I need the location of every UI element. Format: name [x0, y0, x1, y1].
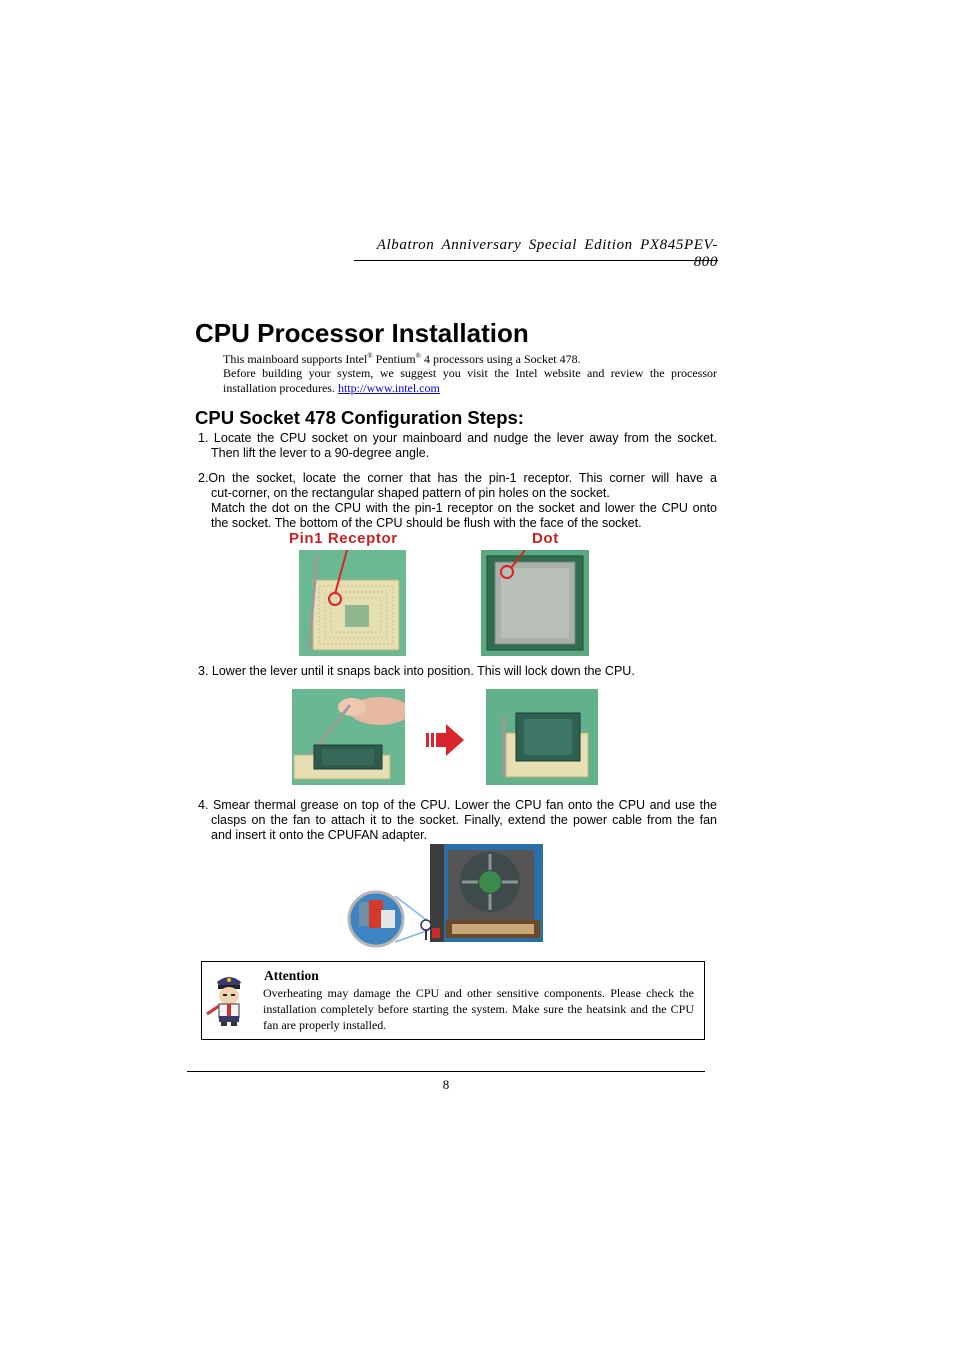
section-title: CPU Socket 478 Configuration Steps: [195, 407, 524, 428]
step-2-line-d: the socket. The bottom of the CPU should be flush with the face of the socket. [211, 516, 642, 530]
step-3: 3. Lower the lever until it snaps back into position. This will lock down the CPU. [198, 664, 635, 678]
lever-illustration [292, 689, 405, 785]
intel-website-link[interactable]: http://www.intel.com [337, 381, 440, 395]
step-1 [198, 431, 717, 461]
cpu-locked-photo [486, 689, 598, 785]
running-header: Albatron Anniversary Special Edition PX845PEV-800 [376, 237, 718, 270]
cpu-photo [481, 550, 589, 656]
header-rule [354, 260, 718, 261]
registered-mark: ® [367, 352, 373, 360]
intro-text-d: Before building your system, we suggest you visit the Intel website and review the processor installation procedures. [223, 366, 717, 395]
footer-rule [187, 1071, 705, 1072]
intro-text-c: 4 processors using a Socket 478. [420, 352, 581, 366]
cpu-illustration [481, 550, 589, 656]
step-2-line-a: 2.On the socket, locate the corner that has the pin-1 receptor. This corner will have a [198, 471, 717, 485]
step-2-line-b: cut-corner, on the rectangular shaped pattern of pin holes on the socket. [211, 486, 610, 500]
cpu-locked-illustration [486, 689, 598, 785]
registered-mark: ® [415, 352, 421, 360]
page-number: 8 [442, 1077, 450, 1092]
step-4-line-c: and insert it onto the CPUFAN adapter. [211, 828, 428, 842]
cpu-fan-photo [430, 844, 543, 942]
step-4-line-b: clasps on the fan to attach it to the socket. Finally, extend the power cable from the fan [211, 813, 717, 827]
lever-down-photo [292, 689, 405, 785]
socket-illustration [299, 550, 406, 656]
attention-text: Overheating may damage the CPU and other sensitive components. Please check the installation completely before starting the system. Make sure the heatsink and the CPU fan are properly installed. [263, 986, 694, 1032]
arrow-right-icon [426, 723, 464, 757]
intro-paragraph [223, 366, 717, 396]
cpu-fan-illustration [430, 844, 543, 942]
connector-zoom-illustration [347, 890, 433, 948]
intro-text-a: This mainboard supports Intel [223, 352, 368, 366]
step-2-line-c: Match the dot on the CPU with the pin-1 receptor on the socket and lower the CPU onto [211, 501, 717, 515]
intro-line-1 [223, 349, 717, 367]
guard-mascot-icon [205, 970, 253, 1026]
dot-label: Dot [532, 530, 559, 547]
step-2 [198, 471, 717, 531]
socket-photo [299, 550, 406, 656]
step-4-line-a: 4. Smear thermal grease on top of the CPU. Lower the CPU fan onto the CPU and use the [198, 798, 717, 812]
arrow-shape [426, 723, 464, 757]
step-4 [198, 798, 717, 843]
step-1-line-b: Then lift the lever to a 90-degree angle. [211, 446, 430, 460]
pin1-receptor-label: Pin1 Receptor [289, 530, 398, 547]
guard-illustration [205, 970, 253, 1026]
intro-text-b: Pentium [372, 352, 416, 366]
page-title: CPU Processor Installation [195, 318, 529, 348]
attention-title: Attention [264, 968, 319, 983]
step-1-line-a: 1. Locate the CPU socket on your mainboard and nudge the lever away from the socket. [198, 431, 717, 445]
connector-zoom [347, 890, 433, 948]
